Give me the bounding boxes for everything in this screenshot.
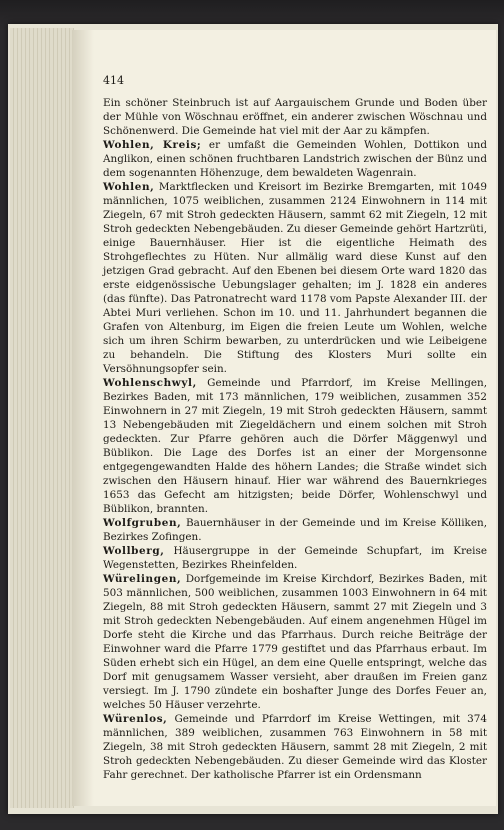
entry-wuerelingen xyxy=(103,572,487,712)
page-number: 414 xyxy=(103,74,124,87)
entry-wuerenlos xyxy=(103,712,487,782)
entry-text: Dorfgemeinde im Kreise Kirchdorf, Bezirkes Baden, mit 503 männlichen, 500 weiblichen, zusammen 1003 Einwohnern in 64 mit Ziegeln, 88 mit Stroh gedeckten Häusern, sammt 27 mit Ziegeln und 3 mit Stroh gedeckten Nebengebäuden. Auf einem angenehmen Hügel im Dorfe steht die Kirche und das Pfarrhaus. Durch reiche Beiträge der Einwohner ward die Pfarre 1779 gestiftet und das Pfarrhaus erbaut. Im Süden erhebt sich ein Hügel, an dem eine Quelle entspringt, welche das Dorf mit genugsamem Wasser versieht, aber draußen im Freien ganz versiegt. Im J. 1790 zündete ein boshafter Junge des Dorfes Feuer an, welches 50 Häuser verzehrte. xyxy=(103,573,487,711)
entry-text: Gemeinde und Pfarrdorf im Kreise Wettingen, mit 374 männlichen, 389 weiblichen, zusammen 763 Einwohnern in 58 mit Ziegeln, 38 mit Stroh gedeckten Häusern, sammt 28 mit Ziegeln, 2 mit Stroh gedeckten Nebengebäuden. Zu dieser Gemeinde wird das Kloster Fahr gerechnet. Der katholische Pfarrer ist ein Ordensmann xyxy=(103,713,487,781)
entry-wollberg xyxy=(103,544,487,572)
paragraph-steinbruch xyxy=(103,96,487,138)
entry-text: Marktflecken und Kreisort im Bezirke Bremgarten, mit 1049 männlichen, 1075 weiblichen, zusammen 2124 Einwohnern in 114 mit Ziegeln, 67 mit Stroh gedeckten Häusern, sammt 62 mit Ziegeln, 12 mit Stroh gedeckten Nebengebäuden. Zu dieser Gemeinde gehört Hartzrüti, einige Bauernhäuser. Hier ist die eigentliche Heimath des Strohgeflechtes zu Hüten. Nur allmälig ward diese Kunst auf den jetzigen Grad gebracht. Auf den Ebenen bei diesem Orte ward 1820 das erste eidgenössische Uebungslager gehalten; im J. 1828 ein anderes (das fünfte). Das Patronatrecht ward 1178 vom Papste Alexander III. der Abtei Muri verliehen. Schon im 10. und 11. Jahrhundert begannen die Grafen von Altenburg, im Eigen die freien Leute um Wohlen, welche sich um ihren Schirm bewarben, zu unterdrücken und wie Leibeigene zu behandeln. Die Stiftung des Klosters Muri sollte ein Versöhnungsopfer sein. xyxy=(103,181,487,375)
entry-heading: Wohlenschwyl, xyxy=(103,377,197,389)
entry-wohlen xyxy=(103,180,487,376)
page-text xyxy=(103,74,487,782)
entry-wolfgruben xyxy=(103,516,487,544)
entry-heading: Wohlen, Kreis; xyxy=(103,139,202,151)
entry-heading: Wohlen, xyxy=(103,181,155,193)
entry-heading: Würelingen, xyxy=(103,573,182,585)
entry-text: Bauernhäuser in der Gemeinde und im Kreise Kölliken, Bezirkes Zofingen. xyxy=(103,517,487,543)
entry-heading: Würenlos, xyxy=(103,713,168,725)
entry-wohlenschwyl xyxy=(103,376,487,516)
paragraph-text: Ein schöner Steinbruch ist auf Aargauischem Grunde und Boden über der Mühle von Wöschnau eröffnet, ein anderer zwischen Wöschnau und Schönenwerd. Die Gemeinde hat viel mit der Aar zu kämpfen. xyxy=(103,97,487,137)
entry-text: er umfaßt die Gemeinden Wohlen, Dottikon und Anglikon, einen schönen fruchtbaren Landstrich zwischen der Bünz und dem sogenannten Höhenzuge, dem bewaldeten Wagenrain. xyxy=(103,139,488,179)
entry-text: Häusergruppe in der Gemeinde Schupfart, im Kreise Wegenstetten, Bezirkes Rheinfelden. xyxy=(103,545,487,571)
gutter-shadow xyxy=(72,30,94,806)
entry-text: Gemeinde und Pfarrdorf, im Kreise Mellingen, Bezirkes Baden, mit 173 männlichen, 179 weiblichen, zusammen 352 Einwohnern in 27 mit Ziegeln, 19 mit Stroh gedeckten Häusern, sammt 13 Nebengebäuden mit Ziegeldächern und einem solchen mit Stroh gedeckten. Zur Pfarre gehören auch die Dörfer Mäggenwyl und Büblikon. Die Lage des Dorfes ist an einer der Morgensonne entgegengewandten Halde des höhern Landes; die Straße windet sich zwischen den Häusern hinauf. Hier war während des Bauernkrieges 1653 das Gefecht am hitzigsten; beide Dörfer, Wohlenschwyl und Büblikon, brannten. xyxy=(103,377,487,515)
entry-heading: Wollberg, xyxy=(103,545,165,557)
page-edges xyxy=(10,28,74,808)
entry-heading: Wolfgruben, xyxy=(103,517,182,529)
entry-wohlen-kreis xyxy=(103,138,487,180)
